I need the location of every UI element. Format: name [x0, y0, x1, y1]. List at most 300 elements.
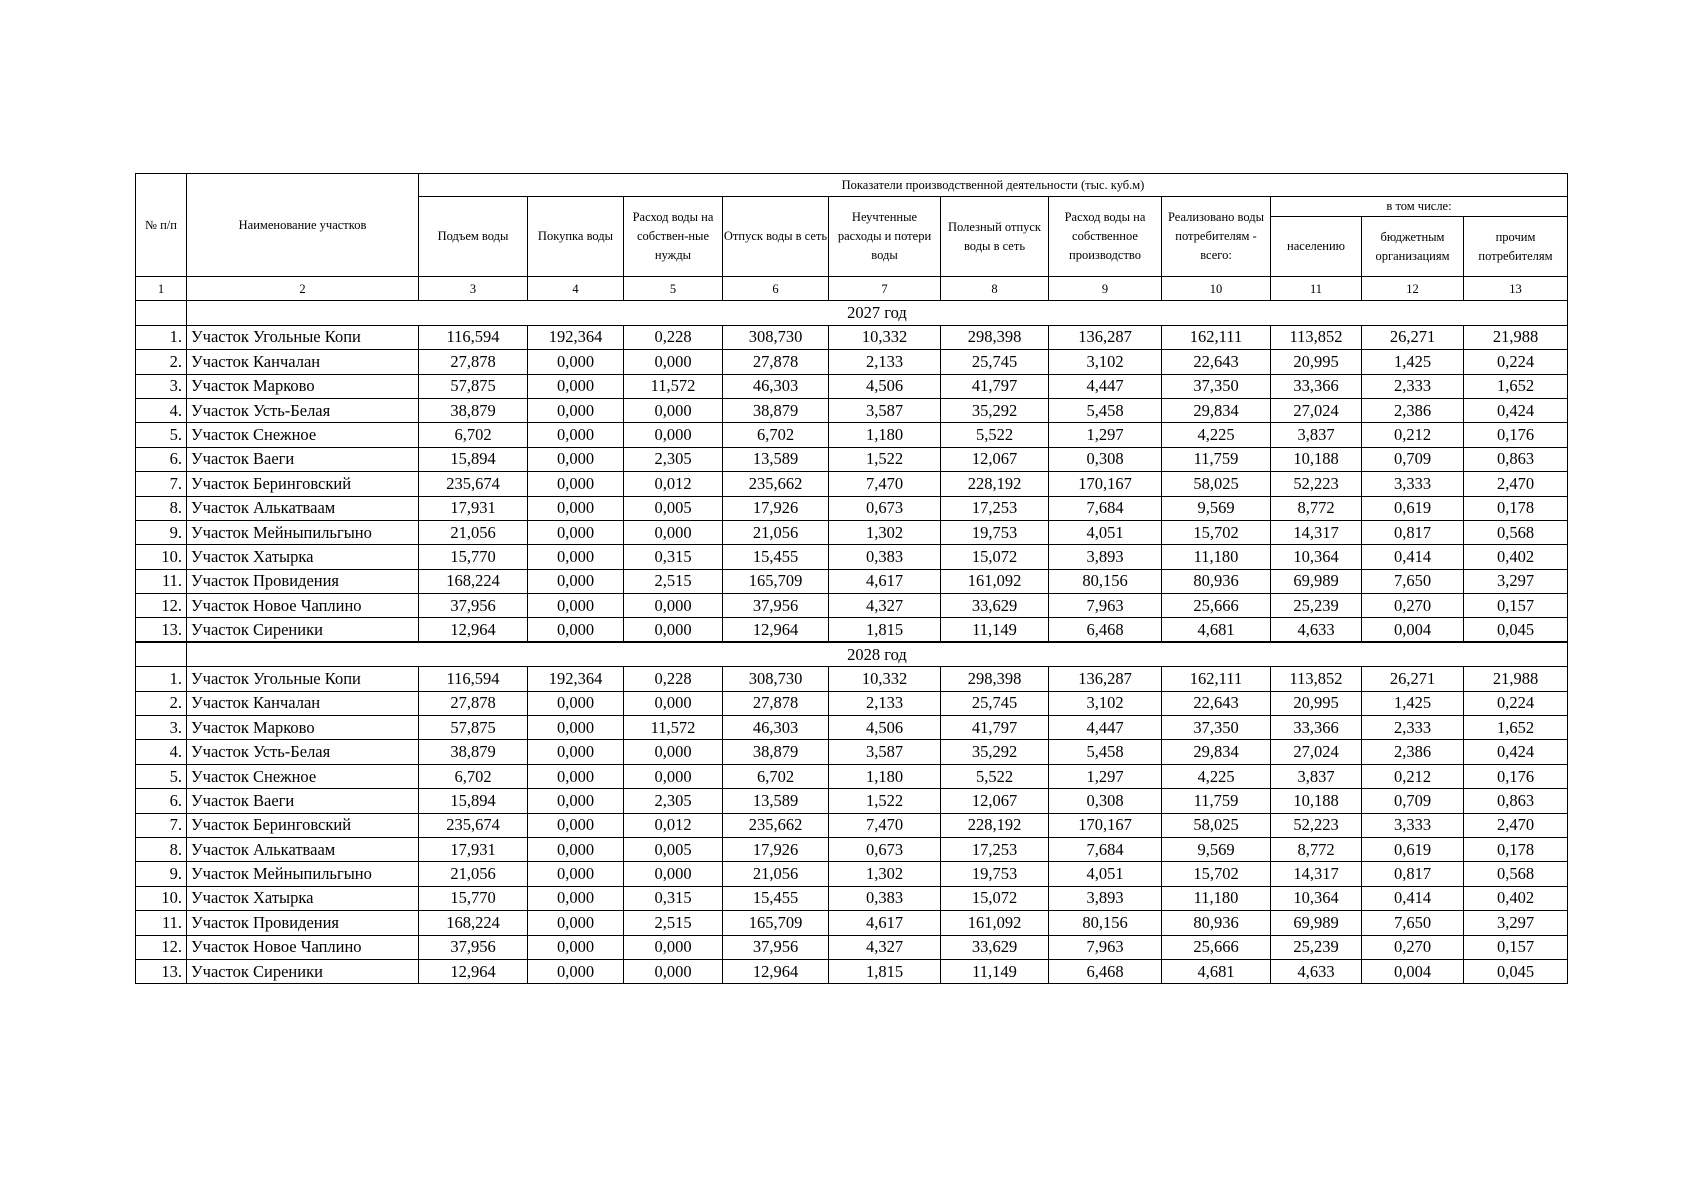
row-index: 3.	[136, 716, 187, 740]
value-cell: 2,515	[624, 911, 723, 935]
value-cell: 38,879	[419, 740, 528, 764]
value-cell: 14,317	[1271, 862, 1362, 886]
value-cell: 11,180	[1162, 886, 1271, 910]
table-row	[136, 959, 1568, 983]
column-number: 9	[1049, 277, 1162, 301]
value-cell: 21,988	[1464, 667, 1568, 691]
value-cell: 11,572	[624, 716, 723, 740]
row-index: 7.	[136, 472, 187, 496]
site-name: Участок Угольные Копи	[187, 667, 419, 691]
value-cell: 26,271	[1362, 667, 1464, 691]
site-name: Участок Сиреники	[187, 618, 419, 642]
value-cell: 298,398	[941, 325, 1049, 349]
value-cell: 41,797	[941, 374, 1049, 398]
value-cell: 15,702	[1162, 520, 1271, 544]
value-cell: 4,225	[1162, 423, 1271, 447]
table-row	[136, 886, 1568, 910]
value-cell: 27,878	[723, 691, 829, 715]
value-cell: 0,000	[624, 862, 723, 886]
production-indicators-table	[135, 173, 1568, 984]
value-cell: 4,681	[1162, 618, 1271, 642]
value-cell: 58,025	[1162, 472, 1271, 496]
column-number: 3	[419, 277, 528, 301]
value-cell: 235,674	[419, 472, 528, 496]
value-cell: 6,702	[723, 423, 829, 447]
value-cell: 2,470	[1464, 472, 1568, 496]
value-cell: 17,253	[941, 496, 1049, 520]
year-label: 2027 год	[187, 301, 1568, 325]
value-cell: 25,745	[941, 350, 1049, 374]
value-cell: 0,270	[1362, 594, 1464, 618]
value-cell: 7,963	[1049, 594, 1162, 618]
value-cell: 35,292	[941, 740, 1049, 764]
value-cell: 41,797	[941, 716, 1049, 740]
year-row-blank	[136, 301, 187, 325]
value-cell: 0,012	[624, 813, 723, 837]
value-cell: 37,956	[723, 935, 829, 959]
row-index: 13.	[136, 618, 187, 642]
value-cell: 0,817	[1362, 862, 1464, 886]
site-name: Участок Марково	[187, 716, 419, 740]
value-cell: 3,837	[1271, 764, 1362, 788]
value-cell: 0,383	[829, 545, 941, 569]
value-cell: 37,956	[419, 935, 528, 959]
value-cell: 1,425	[1362, 691, 1464, 715]
value-cell: 4,617	[829, 911, 941, 935]
site-name: Участок Алькатваам	[187, 496, 419, 520]
value-cell: 12,067	[941, 789, 1049, 813]
value-cell: 0,000	[528, 813, 624, 837]
value-cell: 5,522	[941, 423, 1049, 447]
value-cell: 4,617	[829, 569, 941, 593]
site-name: Участок Снежное	[187, 764, 419, 788]
value-cell: 4,051	[1049, 862, 1162, 886]
site-name: Участок Канчалан	[187, 350, 419, 374]
value-cell: 2,305	[624, 789, 723, 813]
site-name: Участок Канчалан	[187, 691, 419, 715]
row-index: 11.	[136, 911, 187, 935]
value-cell: 22,643	[1162, 691, 1271, 715]
value-cell: 0,000	[528, 740, 624, 764]
table-row	[136, 569, 1568, 593]
value-cell: 162,111	[1162, 667, 1271, 691]
value-cell: 7,684	[1049, 837, 1162, 861]
value-cell: 38,879	[723, 398, 829, 422]
value-cell: 0,709	[1362, 447, 1464, 471]
value-cell: 57,875	[419, 716, 528, 740]
value-cell: 0,005	[624, 837, 723, 861]
value-cell: 0,000	[528, 764, 624, 788]
value-cell: 9,569	[1162, 837, 1271, 861]
column-number: 10	[1162, 277, 1271, 301]
value-cell: 0,402	[1464, 886, 1568, 910]
row-index: 9.	[136, 520, 187, 544]
row-index: 4.	[136, 398, 187, 422]
value-cell: 0,619	[1362, 837, 1464, 861]
value-cell: 15,072	[941, 545, 1049, 569]
table-row	[136, 350, 1568, 374]
value-cell: 1,302	[829, 862, 941, 886]
row-index: 10.	[136, 545, 187, 569]
header-col-11: населению	[1271, 217, 1362, 277]
value-cell: 7,684	[1049, 496, 1162, 520]
site-name: Участок Ваеги	[187, 789, 419, 813]
value-cell: 9,569	[1162, 496, 1271, 520]
value-cell: 6,468	[1049, 618, 1162, 642]
value-cell: 33,366	[1271, 716, 1362, 740]
value-cell: 15,894	[419, 447, 528, 471]
value-cell: 11,149	[941, 959, 1049, 983]
value-cell: 3,333	[1362, 813, 1464, 837]
value-cell: 0,000	[528, 618, 624, 642]
value-cell: 6,702	[419, 764, 528, 788]
value-cell: 80,156	[1049, 569, 1162, 593]
value-cell: 0,383	[829, 886, 941, 910]
table-row	[136, 472, 1568, 496]
value-cell: 27,024	[1271, 398, 1362, 422]
value-cell: 0,228	[624, 325, 723, 349]
value-cell: 33,366	[1271, 374, 1362, 398]
value-cell: 5,522	[941, 764, 1049, 788]
value-cell: 228,192	[941, 472, 1049, 496]
value-cell: 0,315	[624, 545, 723, 569]
row-index: 6.	[136, 447, 187, 471]
column-number: 7	[829, 277, 941, 301]
value-cell: 0,568	[1464, 862, 1568, 886]
row-index: 13.	[136, 959, 187, 983]
year-row	[136, 642, 1568, 666]
value-cell: 1,425	[1362, 350, 1464, 374]
value-cell: 0,424	[1464, 398, 1568, 422]
value-cell: 192,364	[528, 667, 624, 691]
row-index: 8.	[136, 496, 187, 520]
value-cell: 0,315	[624, 886, 723, 910]
header-col-no: № п/п	[136, 174, 187, 277]
row-index: 9.	[136, 862, 187, 886]
column-number: 6	[723, 277, 829, 301]
value-cell: 25,239	[1271, 594, 1362, 618]
value-cell: 52,223	[1271, 472, 1362, 496]
row-index: 7.	[136, 813, 187, 837]
value-cell: 0,000	[528, 862, 624, 886]
header-col-5: Расход воды на собствен-ные нужды	[624, 197, 723, 277]
value-cell: 0,402	[1464, 545, 1568, 569]
column-number: 1	[136, 277, 187, 301]
value-cell: 113,852	[1271, 325, 1362, 349]
value-cell: 0,673	[829, 496, 941, 520]
value-cell: 0,000	[624, 350, 723, 374]
value-cell: 308,730	[723, 325, 829, 349]
value-cell: 0,000	[528, 472, 624, 496]
table-row	[136, 740, 1568, 764]
value-cell: 21,056	[723, 862, 829, 886]
site-name: Участок Снежное	[187, 423, 419, 447]
table-row	[136, 496, 1568, 520]
value-cell: 1,522	[829, 447, 941, 471]
value-cell: 2,133	[829, 691, 941, 715]
value-cell: 0,270	[1362, 935, 1464, 959]
site-name: Участок Усть-Белая	[187, 398, 419, 422]
header-col-10: Реализовано воды потребителям - всего:	[1162, 197, 1271, 277]
value-cell: 4,327	[829, 594, 941, 618]
value-cell: 2,333	[1362, 374, 1464, 398]
value-cell: 0,000	[528, 447, 624, 471]
value-cell: 0,308	[1049, 447, 1162, 471]
row-index: 5.	[136, 423, 187, 447]
table-row	[136, 594, 1568, 618]
value-cell: 10,332	[829, 667, 941, 691]
row-index: 2.	[136, 691, 187, 715]
value-cell: 21,056	[723, 520, 829, 544]
value-cell: 27,878	[419, 691, 528, 715]
value-cell: 0,000	[528, 837, 624, 861]
value-cell: 38,879	[419, 398, 528, 422]
value-cell: 168,224	[419, 911, 528, 935]
value-cell: 192,364	[528, 325, 624, 349]
header-col-8: Полезный отпуск воды в сеть	[941, 197, 1049, 277]
value-cell: 15,770	[419, 886, 528, 910]
table-row	[136, 911, 1568, 935]
value-cell: 17,253	[941, 837, 1049, 861]
column-numbers-row	[136, 277, 1568, 301]
value-cell: 0,308	[1049, 789, 1162, 813]
value-cell: 0,000	[528, 496, 624, 520]
value-cell: 162,111	[1162, 325, 1271, 349]
value-cell: 57,875	[419, 374, 528, 398]
value-cell: 25,745	[941, 691, 1049, 715]
value-cell: 0,000	[528, 935, 624, 959]
value-cell: 0,000	[528, 545, 624, 569]
value-cell: 69,989	[1271, 911, 1362, 935]
value-cell: 3,297	[1464, 569, 1568, 593]
value-cell: 11,180	[1162, 545, 1271, 569]
table-row	[136, 935, 1568, 959]
value-cell: 1,180	[829, 764, 941, 788]
value-cell: 11,759	[1162, 789, 1271, 813]
site-name: Участок Ваеги	[187, 447, 419, 471]
value-cell: 17,926	[723, 496, 829, 520]
value-cell: 12,964	[419, 618, 528, 642]
row-index: 4.	[136, 740, 187, 764]
value-cell: 6,702	[419, 423, 528, 447]
value-cell: 0,000	[624, 618, 723, 642]
value-cell: 0,004	[1362, 618, 1464, 642]
column-number: 8	[941, 277, 1049, 301]
value-cell: 4,225	[1162, 764, 1271, 788]
value-cell: 21,056	[419, 520, 528, 544]
value-cell: 0,000	[624, 935, 723, 959]
value-cell: 12,964	[723, 618, 829, 642]
value-cell: 3,102	[1049, 350, 1162, 374]
value-cell: 0,000	[624, 398, 723, 422]
value-cell: 0,000	[624, 764, 723, 788]
value-cell: 0,863	[1464, 447, 1568, 471]
value-cell: 235,662	[723, 472, 829, 496]
table-row	[136, 520, 1568, 544]
value-cell: 0,414	[1362, 886, 1464, 910]
value-cell: 235,662	[723, 813, 829, 837]
value-cell: 161,092	[941, 911, 1049, 935]
column-number: 2	[187, 277, 419, 301]
value-cell: 46,303	[723, 716, 829, 740]
year-label: 2028 год	[187, 642, 1568, 666]
value-cell: 4,447	[1049, 716, 1162, 740]
row-index: 8.	[136, 837, 187, 861]
value-cell: 19,753	[941, 862, 1049, 886]
value-cell: 7,650	[1362, 911, 1464, 935]
value-cell: 0,000	[528, 886, 624, 910]
value-cell: 0,157	[1464, 594, 1568, 618]
value-cell: 15,072	[941, 886, 1049, 910]
value-cell: 0,817	[1362, 520, 1464, 544]
row-index: 5.	[136, 764, 187, 788]
value-cell: 5,458	[1049, 398, 1162, 422]
value-cell: 4,327	[829, 935, 941, 959]
value-cell: 136,287	[1049, 325, 1162, 349]
table-body	[136, 301, 1568, 984]
value-cell: 80,936	[1162, 911, 1271, 935]
value-cell: 4,633	[1271, 959, 1362, 983]
value-cell: 6,702	[723, 764, 829, 788]
value-cell: 14,317	[1271, 520, 1362, 544]
column-number: 5	[624, 277, 723, 301]
value-cell: 27,878	[419, 350, 528, 374]
value-cell: 3,297	[1464, 911, 1568, 935]
value-cell: 10,332	[829, 325, 941, 349]
value-cell: 0,212	[1362, 764, 1464, 788]
value-cell: 11,759	[1162, 447, 1271, 471]
column-number: 4	[528, 277, 624, 301]
site-name: Участок Мейныпильгыно	[187, 862, 419, 886]
value-cell: 0,000	[528, 959, 624, 983]
value-cell: 80,936	[1162, 569, 1271, 593]
value-cell: 12,067	[941, 447, 1049, 471]
value-cell: 0,000	[624, 520, 723, 544]
value-cell: 3,333	[1362, 472, 1464, 496]
value-cell: 2,333	[1362, 716, 1464, 740]
value-cell: 3,587	[829, 740, 941, 764]
value-cell: 0,224	[1464, 691, 1568, 715]
value-cell: 1,297	[1049, 764, 1162, 788]
value-cell: 2,386	[1362, 740, 1464, 764]
header-col-name: Наименование участков	[187, 174, 419, 277]
site-name: Участок Сиреники	[187, 959, 419, 983]
table-row	[136, 667, 1568, 691]
header-col-6: Отпуск воды в сеть	[723, 197, 829, 277]
value-cell: 13,589	[723, 789, 829, 813]
value-cell: 3,893	[1049, 886, 1162, 910]
value-cell: 26,271	[1362, 325, 1464, 349]
site-name: Участок Новое Чаплино	[187, 935, 419, 959]
value-cell: 3,102	[1049, 691, 1162, 715]
value-cell: 20,995	[1271, 691, 1362, 715]
value-cell: 0,000	[528, 398, 624, 422]
value-cell: 17,931	[419, 496, 528, 520]
value-cell: 0,000	[624, 691, 723, 715]
table-row	[136, 764, 1568, 788]
value-cell: 0,000	[528, 350, 624, 374]
value-cell: 27,878	[723, 350, 829, 374]
value-cell: 0,424	[1464, 740, 1568, 764]
value-cell: 19,753	[941, 520, 1049, 544]
value-cell: 0,000	[528, 789, 624, 813]
value-cell: 1,652	[1464, 716, 1568, 740]
value-cell: 37,350	[1162, 374, 1271, 398]
value-cell: 170,167	[1049, 472, 1162, 496]
value-cell: 8,772	[1271, 837, 1362, 861]
value-cell: 0,000	[624, 594, 723, 618]
value-cell: 235,674	[419, 813, 528, 837]
header-col-3: Подъем воды	[419, 197, 528, 277]
value-cell: 22,643	[1162, 350, 1271, 374]
value-cell: 308,730	[723, 667, 829, 691]
value-cell: 2,515	[624, 569, 723, 593]
row-index: 3.	[136, 374, 187, 398]
value-cell: 0,012	[624, 472, 723, 496]
value-cell: 6,468	[1049, 959, 1162, 983]
value-cell: 0,000	[624, 740, 723, 764]
value-cell: 0,178	[1464, 496, 1568, 520]
value-cell: 4,681	[1162, 959, 1271, 983]
value-cell: 116,594	[419, 667, 528, 691]
value-cell: 1,815	[829, 959, 941, 983]
value-cell: 11,149	[941, 618, 1049, 642]
table-row	[136, 789, 1568, 813]
value-cell: 29,834	[1162, 398, 1271, 422]
value-cell: 0,045	[1464, 618, 1568, 642]
value-cell: 0,157	[1464, 935, 1568, 959]
value-cell: 15,702	[1162, 862, 1271, 886]
value-cell: 38,879	[723, 740, 829, 764]
table-row	[136, 398, 1568, 422]
value-cell: 170,167	[1049, 813, 1162, 837]
value-cell: 33,629	[941, 935, 1049, 959]
table-row	[136, 618, 1568, 642]
value-cell: 3,893	[1049, 545, 1162, 569]
value-cell: 27,024	[1271, 740, 1362, 764]
value-cell: 20,995	[1271, 350, 1362, 374]
value-cell: 10,188	[1271, 447, 1362, 471]
site-name: Участок Беринговский	[187, 813, 419, 837]
value-cell: 0,568	[1464, 520, 1568, 544]
value-cell: 10,364	[1271, 886, 1362, 910]
value-cell: 0,000	[528, 716, 624, 740]
value-cell: 0,414	[1362, 545, 1464, 569]
value-cell: 0,000	[528, 423, 624, 447]
table-row	[136, 423, 1568, 447]
site-name: Участок Беринговский	[187, 472, 419, 496]
header-col-4: Покупка воды	[528, 197, 624, 277]
column-number: 11	[1271, 277, 1362, 301]
value-cell: 3,837	[1271, 423, 1362, 447]
value-cell: 0,000	[624, 423, 723, 447]
value-cell: 12,964	[419, 959, 528, 983]
value-cell: 0,000	[528, 569, 624, 593]
value-cell: 37,956	[419, 594, 528, 618]
value-cell: 25,666	[1162, 935, 1271, 959]
value-cell: 7,470	[829, 472, 941, 496]
value-cell: 7,470	[829, 813, 941, 837]
value-cell: 4,506	[829, 374, 941, 398]
value-cell: 1,522	[829, 789, 941, 813]
value-cell: 161,092	[941, 569, 1049, 593]
value-cell: 113,852	[1271, 667, 1362, 691]
site-name: Участок Угольные Копи	[187, 325, 419, 349]
column-number: 13	[1464, 277, 1568, 301]
value-cell: 17,931	[419, 837, 528, 861]
value-cell: 5,458	[1049, 740, 1162, 764]
value-cell: 1,302	[829, 520, 941, 544]
